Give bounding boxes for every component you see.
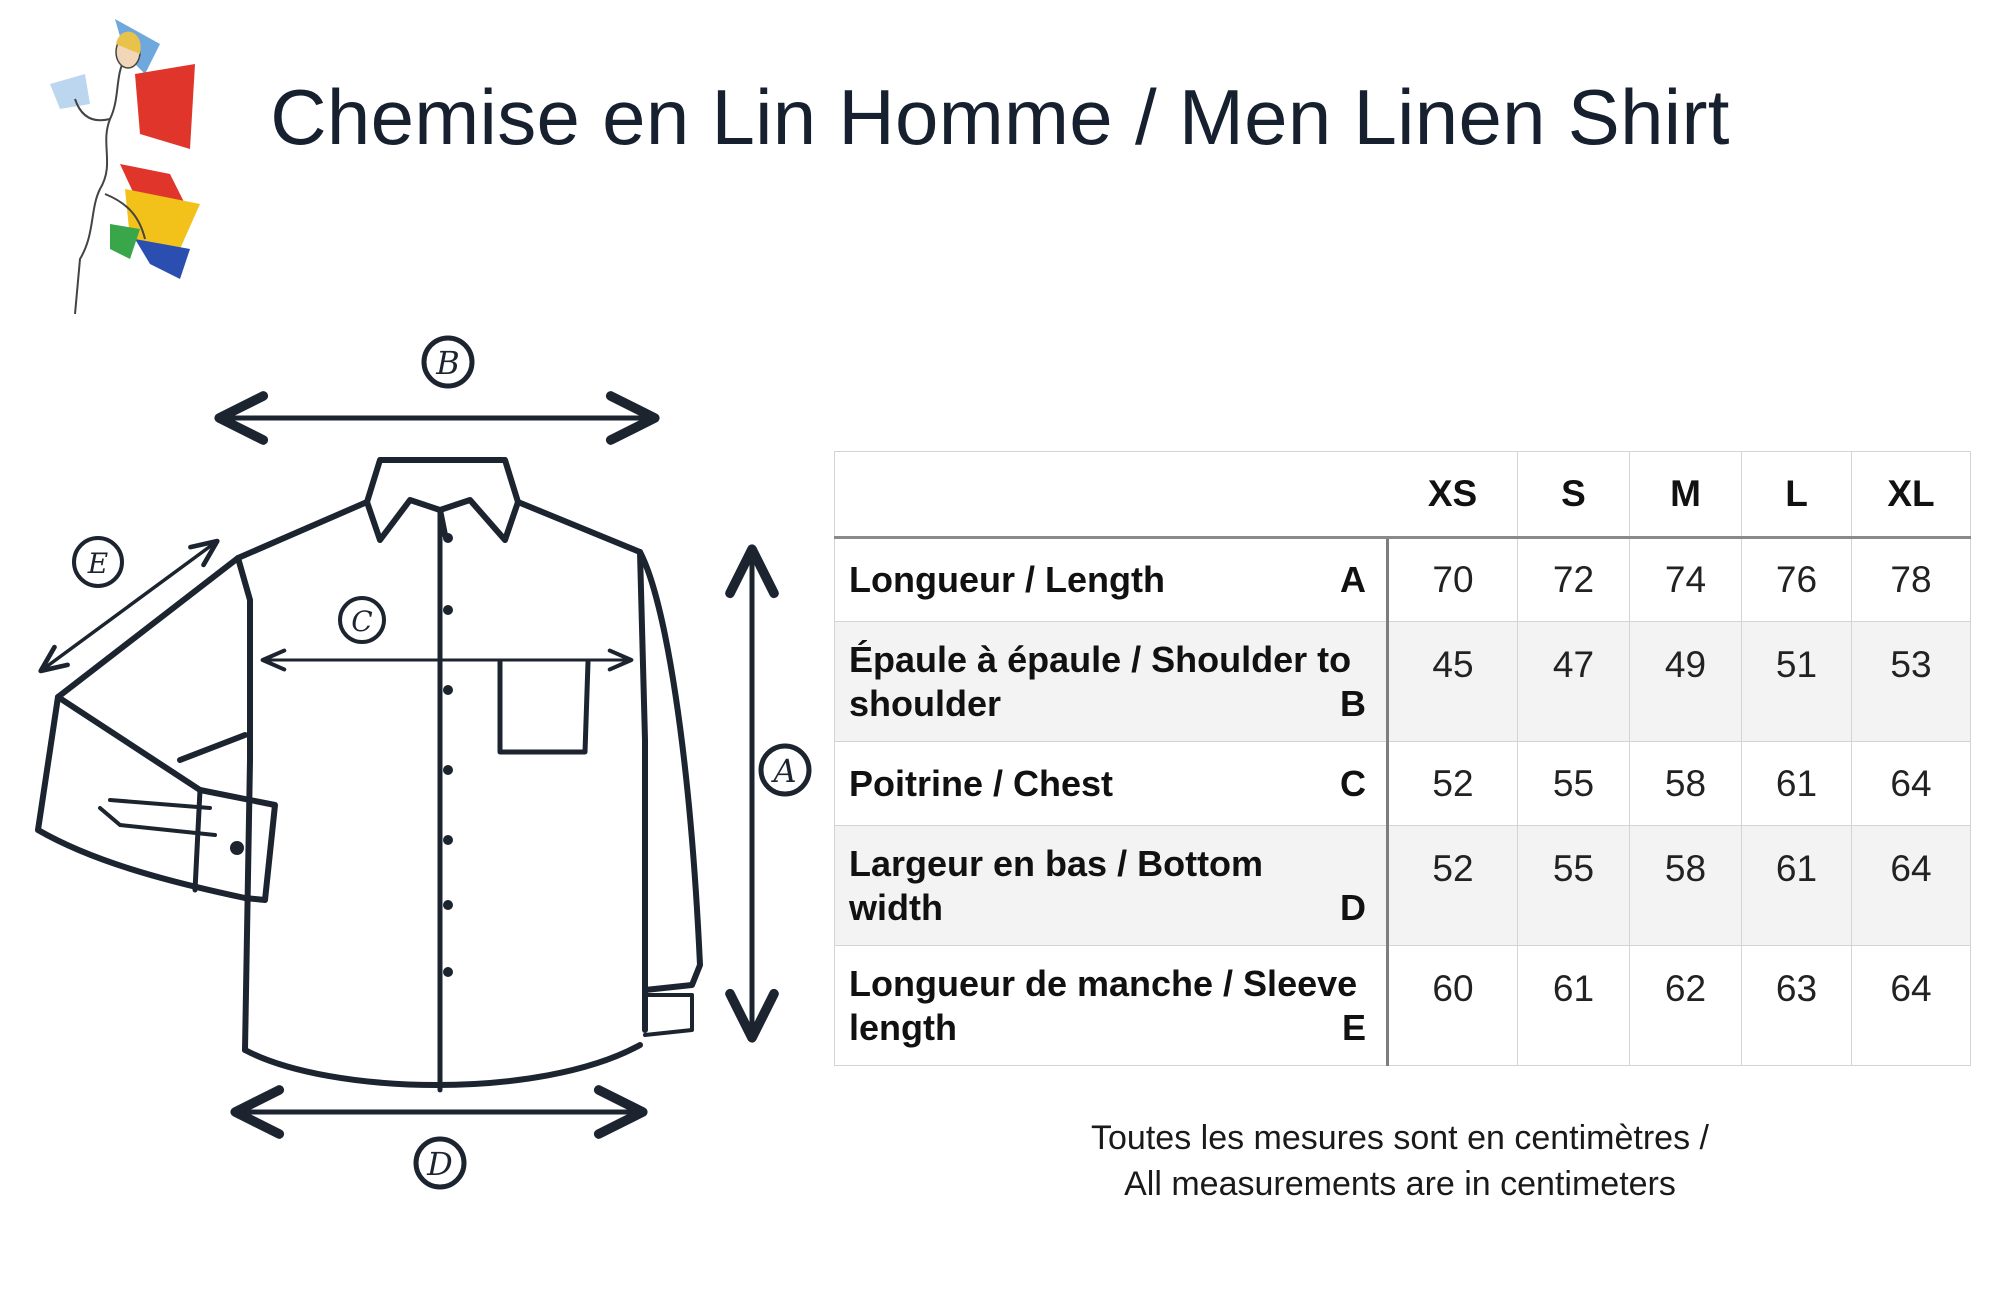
footnote-line-english: All measurements are in centimeters [1124,1165,1676,1203]
measurement-footnote [1000,1115,1800,1207]
header-size-xs: XS [1388,452,1518,538]
row-label-sleeve-length: Longueur de manche / Sleeve length E [835,946,1388,1066]
table-cell: 78 [1852,538,1971,622]
table-cell: 61 [1518,946,1630,1066]
table-row-bottom-width [835,826,1971,946]
marker-a [761,746,809,794]
table-cell: 70 [1388,538,1518,622]
table-row-sleeve-length [835,946,1971,1066]
table-cell: 61 [1742,742,1852,826]
table-row-shoulder [835,622,1971,742]
row-letter: D [1340,886,1366,928]
svg-text:D: D [427,1145,453,1183]
marker-d [416,1139,464,1187]
table-header-row [835,452,1971,538]
table-cell: 53 [1852,622,1971,742]
header-size-s: S [1518,452,1630,538]
table-cell: 61 [1742,826,1852,946]
marker-e [74,538,122,586]
measure-arrow-e [42,542,216,670]
table-cell: 63 [1742,946,1852,1066]
table-cell: 74 [1630,538,1742,622]
header-size-l: L [1742,452,1852,538]
svg-text:B: B [436,344,460,382]
shirt-body [238,502,645,1090]
shirt-right-sleeve [640,552,700,1035]
shirt-measurement-diagram [20,320,840,1220]
table-cell: 51 [1742,622,1852,742]
size-chart-table [834,451,1971,1066]
row-label-length: Longueur / Length A [835,538,1388,622]
table-cell: 64 [1852,826,1971,946]
table-row-length [835,538,1971,622]
table-cell: 52 [1388,826,1518,946]
header-size-xl: XL [1852,452,1971,538]
table-cell: 76 [1742,538,1852,622]
row-label-chest: Poitrine / Chest C [835,742,1388,826]
table-cell: 58 [1630,826,1742,946]
header-corner-cell [835,452,1388,538]
table-cell: 52 [1388,742,1518,826]
table-cell: 55 [1518,826,1630,946]
svg-text:E: E [87,547,109,580]
footnote-line-french: Toutes les mesures sont en centimètres / [1091,1119,1709,1157]
svg-text:A: A [773,752,797,790]
table-cell: 64 [1852,946,1971,1066]
table-cell: 55 [1518,742,1630,826]
row-letter: A [1340,559,1366,600]
shirt-pocket [500,662,588,752]
row-label-bottom-width: Largeur en bas / Bottom width D [835,826,1388,946]
svg-text:C: C [351,605,373,638]
marker-b [424,338,472,386]
table-cell: 60 [1388,946,1518,1066]
page-title: Chemise en Lin Homme / Men Linen Shirt [270,73,1730,161]
marker-c [340,598,384,642]
row-letter: B [1340,682,1366,724]
table-cell: 47 [1518,622,1630,742]
row-label-shoulder: Épaule à épaule / Shoulder to shoulder B [835,622,1388,742]
table-cell: 62 [1630,946,1742,1066]
table-cell: 72 [1518,538,1630,622]
table-row-chest [835,742,1971,826]
row-letter: C [1340,762,1366,804]
shirt-buttons [230,533,453,977]
brand-logo-illustration [30,14,200,319]
row-letter: E [1341,1006,1366,1048]
header-size-m: M [1630,452,1742,538]
table-cell: 49 [1630,622,1742,742]
table-cell: 45 [1388,622,1518,742]
table-cell: 58 [1630,742,1742,826]
table-cell: 64 [1852,742,1971,826]
